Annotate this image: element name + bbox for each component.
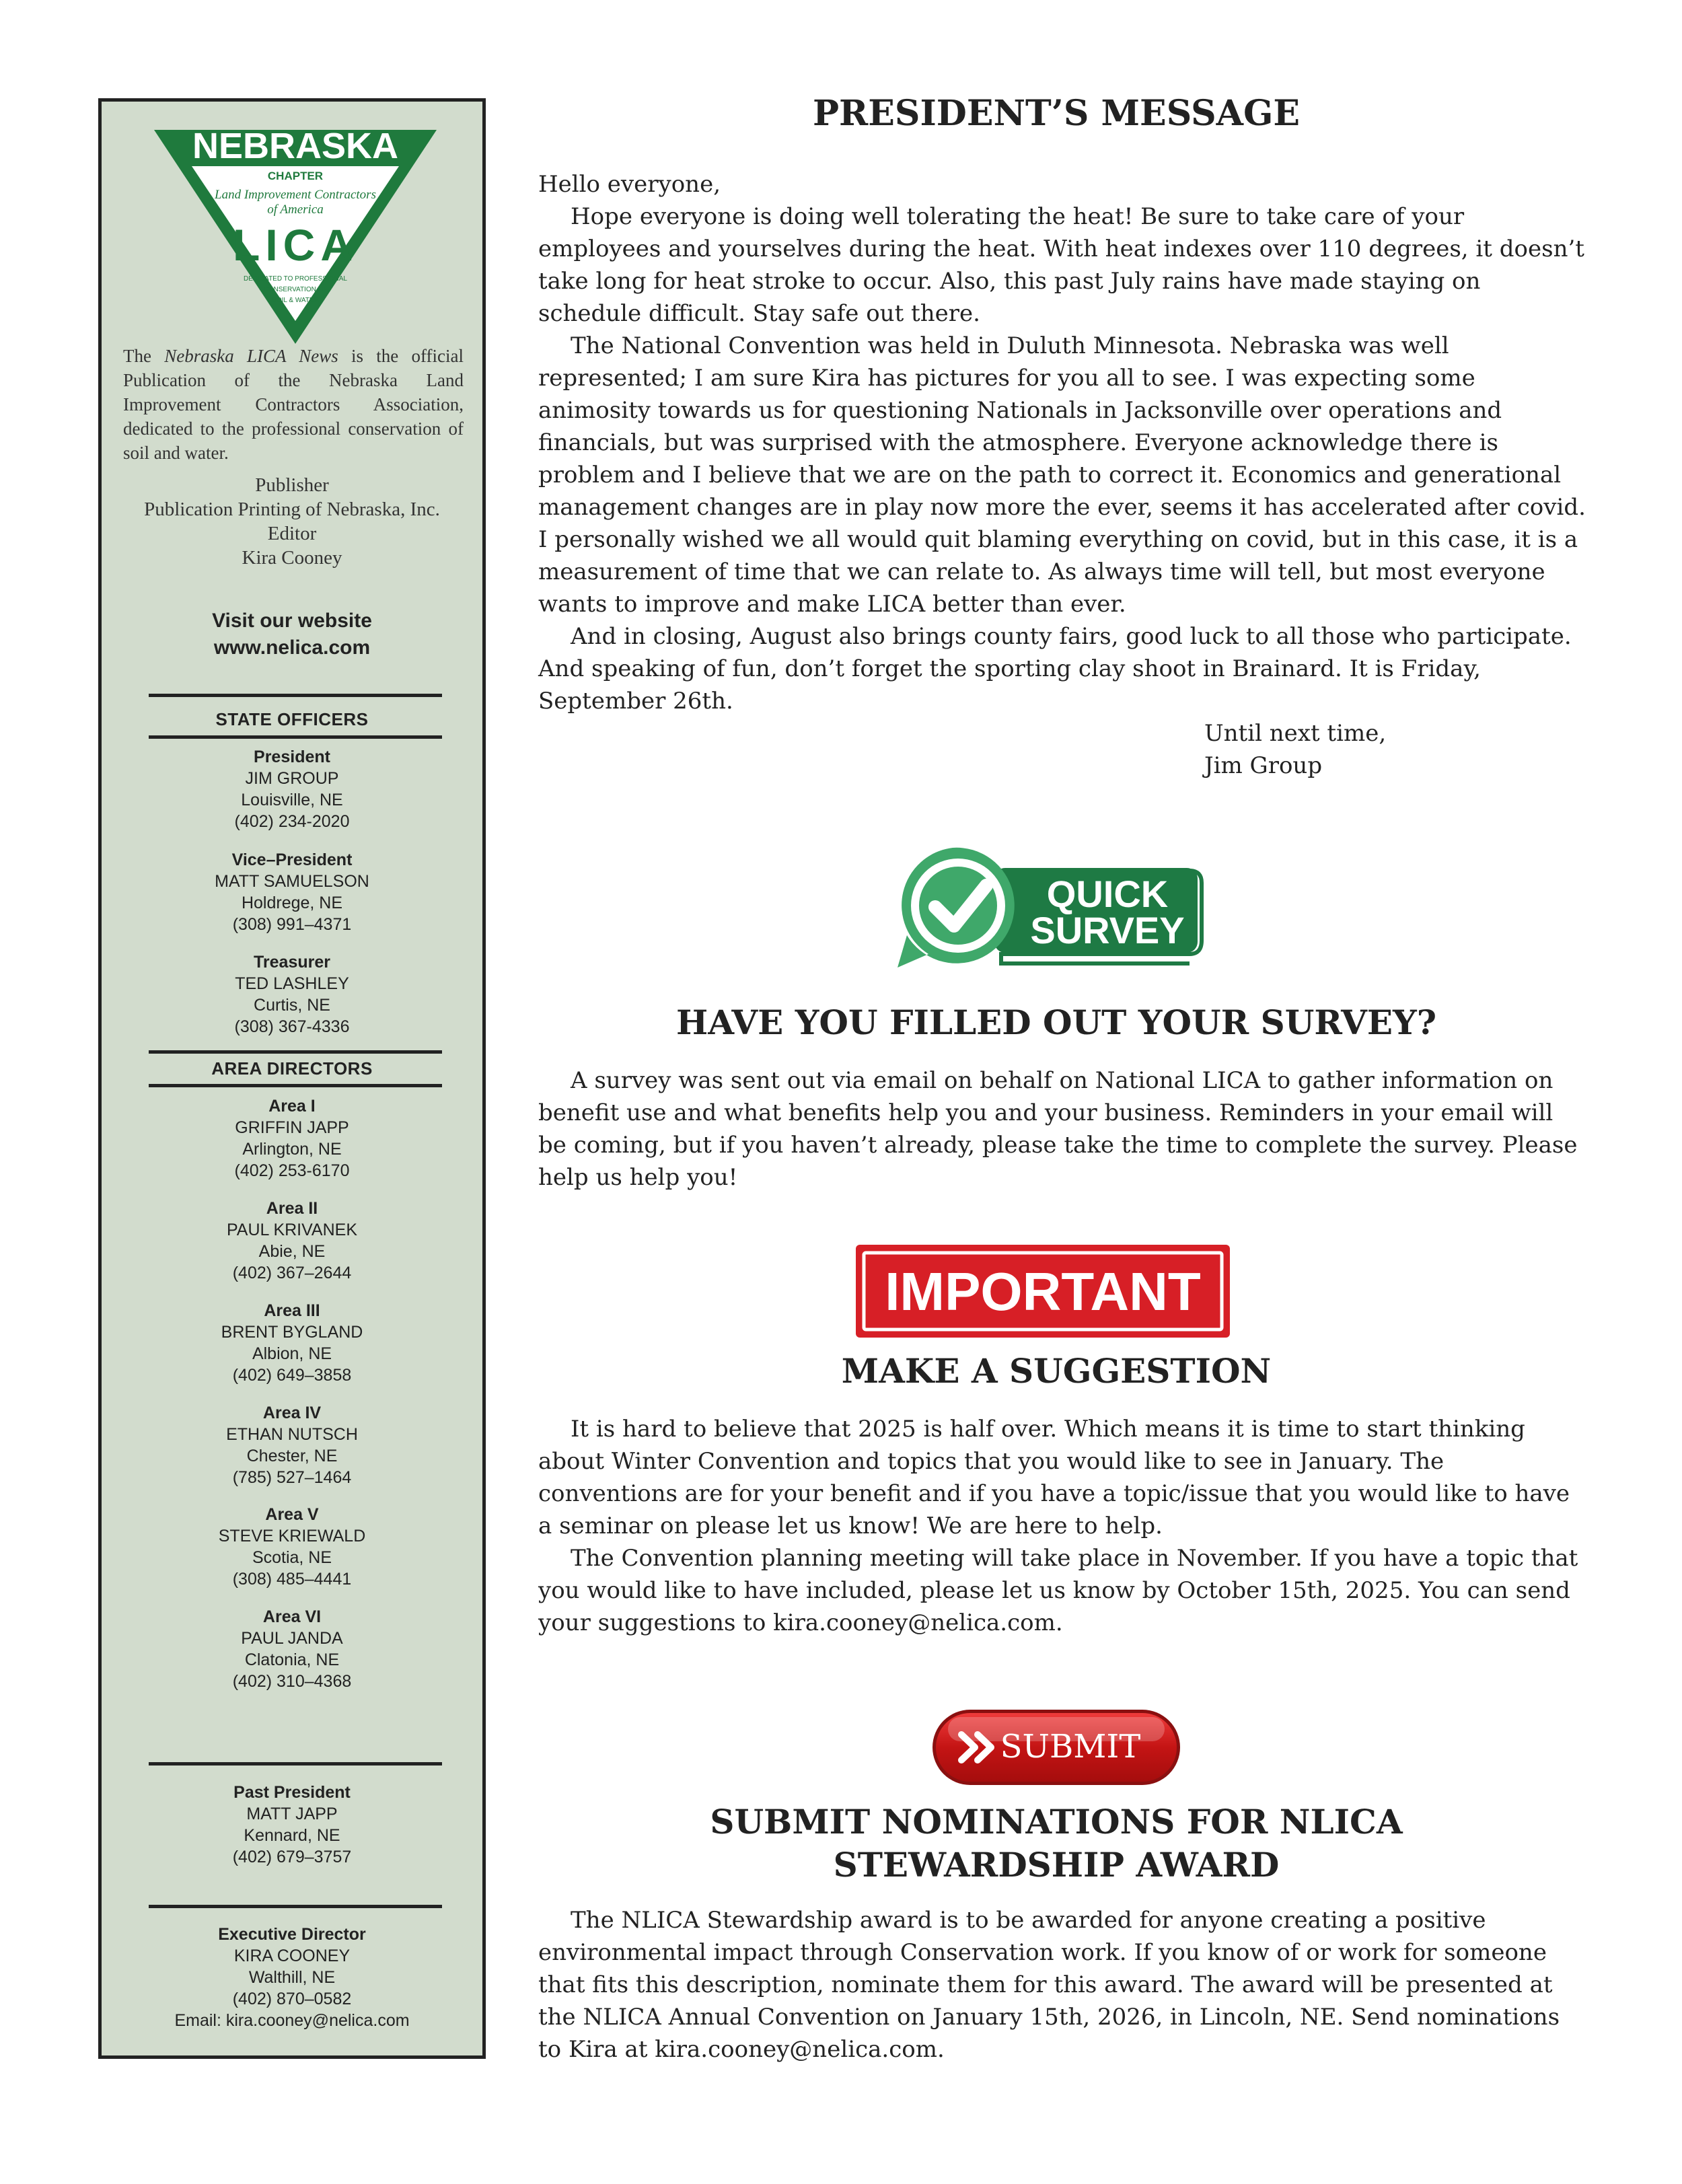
paragraph: And in closing, August also brings county fairs, good luck to all those who participate. And speaking of fun, don’t forget the sporting clay shoot in Brainard. It is Friday, September 26th. [538, 623, 1572, 715]
officer-phone: (402) 870–0582 [232, 1990, 352, 2008]
officer-city: Holdrege, NE [241, 894, 343, 912]
officer-role: Vice–President [231, 850, 353, 869]
officer-name: MATT SAMUELSON [215, 872, 369, 891]
paragraph: It is hard to believe that 2025 is half over. Which means it is time to start thinking about Winter Convention and topics that you would like to see in January. The conventions are for your benefit and if you have a topic/issue that you would like to have a seminar on please let us know! We are here to help. [538, 1416, 1570, 1539]
officer-role: Executive Director [218, 1925, 366, 1944]
logo-tag-line2: CONSERVATION OF [263, 286, 328, 293]
signoff-name: Jim Group [1204, 752, 1323, 779]
officer-city: Scotia, NE [252, 1548, 332, 1567]
nominations-heading-line1: SUBMIT NOMINATIONS FOR NLICA [710, 1802, 1403, 1842]
past-president [102, 1782, 482, 1868]
quick-survey-line1: QUICK [1046, 873, 1169, 915]
officer-city: Albion, NE [252, 1344, 332, 1363]
officer-name: PAUL KRIVANEK [226, 1221, 358, 1239]
suggestion-heading: MAKE A SUGGESTION [841, 1351, 1272, 1391]
area-director [102, 1300, 482, 1386]
paragraph: The NLICA Stewardship award is to be awarded for anyone creating a positive environmental impact through Conservation work. If you know of or work for someone that fits this description, nominate them for this award. The award will be presented at the NLICA Annual Convention on January 15th, 2026, in Lincoln, NE. Send nominations to Kira at kira.cooney@nelica.com. [538, 1907, 1560, 2063]
website-label: Visit our website [212, 610, 372, 632]
nominations-heading-line2: STEWARDSHIP AWARD [833, 1845, 1280, 1885]
officer-phone: (308) 367-4336 [234, 1017, 350, 1036]
presidents-message-body [538, 168, 1588, 782]
submit-button[interactable] [930, 1708, 1182, 1787]
officer-city: Curtis, NE [254, 996, 330, 1015]
important-badge [854, 1243, 1231, 1339]
officer-phone: (308) 991–4371 [232, 915, 352, 934]
state-officers-heading: STATE OFFICERS [215, 709, 369, 729]
officer-role: Area II [266, 1199, 318, 1218]
officer-name: TED LASHLEY [235, 974, 349, 993]
officer-phone: (402) 367–2644 [232, 1264, 352, 1282]
officer-role: President [254, 748, 330, 766]
signoff-line: Until next time, [1204, 720, 1387, 747]
survey-heading: HAVE YOU FILLED OUT YOUR SURVEY? [675, 1003, 1436, 1042]
nominations-body [538, 1904, 1588, 2066]
officer-name: BRENT BYGLAND [221, 1323, 363, 1342]
officer-role: Area IV [262, 1404, 322, 1422]
quick-survey-line2: SURVEY [1030, 909, 1185, 951]
publisher-label: Publisher [255, 474, 329, 496]
about-pre: The [123, 346, 165, 366]
area-directors-heading: AREA DIRECTORS [211, 1058, 373, 1079]
greeting: Hello everyone, [538, 171, 721, 198]
officer-name: KIRA COONEY [233, 1946, 351, 1965]
logo-org-line1: Land Improvement Contractors [215, 188, 376, 202]
officer-vice-president [102, 849, 482, 935]
officer-email[interactable]: Email: kira.cooney@nelica.com [174, 2011, 410, 2030]
officer-phone: (785) 527–1464 [232, 1468, 352, 1487]
submit-label: SUBMIT [1000, 1728, 1141, 1766]
divider [149, 735, 442, 739]
officer-treasurer [102, 951, 482, 1038]
officer-phone: (402) 649–3858 [232, 1366, 352, 1385]
officer-role: Area I [268, 1097, 316, 1116]
publication-name: Nebraska LICA News [164, 346, 338, 366]
officer-city: Chester, NE [246, 1447, 338, 1465]
divider [149, 1762, 442, 1766]
officer-name: PAUL JANDA [241, 1629, 343, 1648]
quick-survey-badge [893, 841, 1206, 976]
area-director [102, 1095, 482, 1181]
logo-org-line2: of America [267, 203, 324, 217]
logo-acronym: LICA [233, 220, 358, 270]
paragraph: Hope everyone is doing well tolerating the heat! Be sure to take care of your employees and yourselves during the heat. With heat indexes over 110 degrees, it doesn’t take long for heat stroke to occur. Also, this past July rains have made staying on schedule difficult. Stay safe out there. [538, 203, 1584, 327]
logo-tag-line1: DEDICATED TO PROFESSIONAL [244, 275, 347, 283]
survey-body [538, 1064, 1588, 1194]
publisher-name: Publication Printing of Nebraska, Inc. [144, 499, 440, 520]
officer-phone: (308) 485–4441 [232, 1570, 352, 1589]
presidents-message-heading: PRESIDENT’S MESSAGE [812, 93, 1301, 134]
officer-name: MATT JAPP [246, 1805, 338, 1823]
editor-label: Editor [267, 523, 317, 544]
website-block [102, 608, 482, 661]
officer-phone: (402) 679–3757 [232, 1848, 352, 1866]
area-director [102, 1402, 482, 1488]
paragraph: The National Convention was held in Duluth Minnesota. Nebraska was well represented; I am sure Kira has pictures for you all to see. I was expecting some animosity towards us for questioning Nationals in Jacksonville over operations and financials, but was surprised with the atmosphere. Everyone acknowledge there is problem and I believe that we are on the path to correct it. Economics and generational management changes are in play now more the ever, seems it has accelerated after covid. I personally wished we all would quit blaming everything on covid, but in this case, it is a measurement of time that we can relate to. As always time will tell, but most everyone wants to improve and make LICA better than ever. [538, 332, 1586, 618]
officer-name: JIM GROUP [245, 769, 339, 788]
website-link[interactable]: www.nelica.com [213, 636, 371, 659]
area-director [102, 1198, 482, 1284]
officer-name: STEVE KRIEWALD [218, 1527, 366, 1545]
officer-role: Area III [264, 1301, 320, 1320]
area-director [102, 1606, 482, 1692]
officer-name: ETHAN NUTSCH [226, 1425, 358, 1444]
logo-state: NEBRASKA [192, 126, 399, 166]
officer-city: Walthill, NE [248, 1968, 336, 1987]
divider [149, 1050, 442, 1054]
logo-tag-line3: SOIL & WATER [272, 297, 319, 304]
paragraph: A survey was sent out via email on behalf on National LICA to gather information on benefit use and what benefits help you and your business. Reminders in your email will be coming, but if you haven’t already, please take the time to complete the survey. Please help us help you! [538, 1067, 1578, 1191]
nebraska-lica-logo [150, 124, 441, 347]
officer-city: Kennard, NE [244, 1826, 340, 1845]
officer-role: Past President [233, 1783, 351, 1802]
important-label: IMPORTANT [885, 1262, 1201, 1321]
divider [149, 1905, 442, 1908]
officer-city: Clatonia, NE [244, 1650, 340, 1669]
officer-name: GRIFFIN JAPP [235, 1118, 349, 1137]
officer-role: Area VI [262, 1607, 322, 1626]
officer-city: Louisville, NE [241, 791, 343, 809]
nominations-heading [538, 1800, 1574, 1887]
paragraph: The Convention planning meeting will take place in November. If you have a topic that you would like to have included, please let us know by October 15th, 2025. You can send your suggestions to kira.cooney@nelica.com. [538, 1545, 1578, 1636]
executive-director [102, 1924, 482, 2031]
publication-description [123, 344, 464, 465]
area-director [102, 1504, 482, 1590]
officer-president [102, 746, 482, 832]
sidebar [98, 98, 486, 2059]
officer-role: Area V [265, 1505, 319, 1524]
editor-name: Kira Cooney [242, 547, 342, 569]
officer-role: Treasurer [254, 953, 330, 972]
divider [149, 694, 442, 697]
officer-phone: (402) 310–4368 [232, 1672, 352, 1691]
officer-city: Abie, NE [258, 1242, 326, 1261]
officer-phone: (402) 253-6170 [234, 1161, 350, 1180]
about-post: is the official Publication of the Nebraska Land Improvement Contractors Association, dedicated to the professional conservation of soil and water. [123, 346, 464, 463]
divider [149, 1084, 442, 1087]
publisher-editor [102, 473, 482, 570]
logo-chapter: CHAPTER [267, 170, 324, 182]
officer-city: Arlington, NE [242, 1140, 342, 1159]
officer-phone: (402) 234-2020 [234, 812, 350, 831]
suggestion-body [538, 1413, 1588, 1639]
